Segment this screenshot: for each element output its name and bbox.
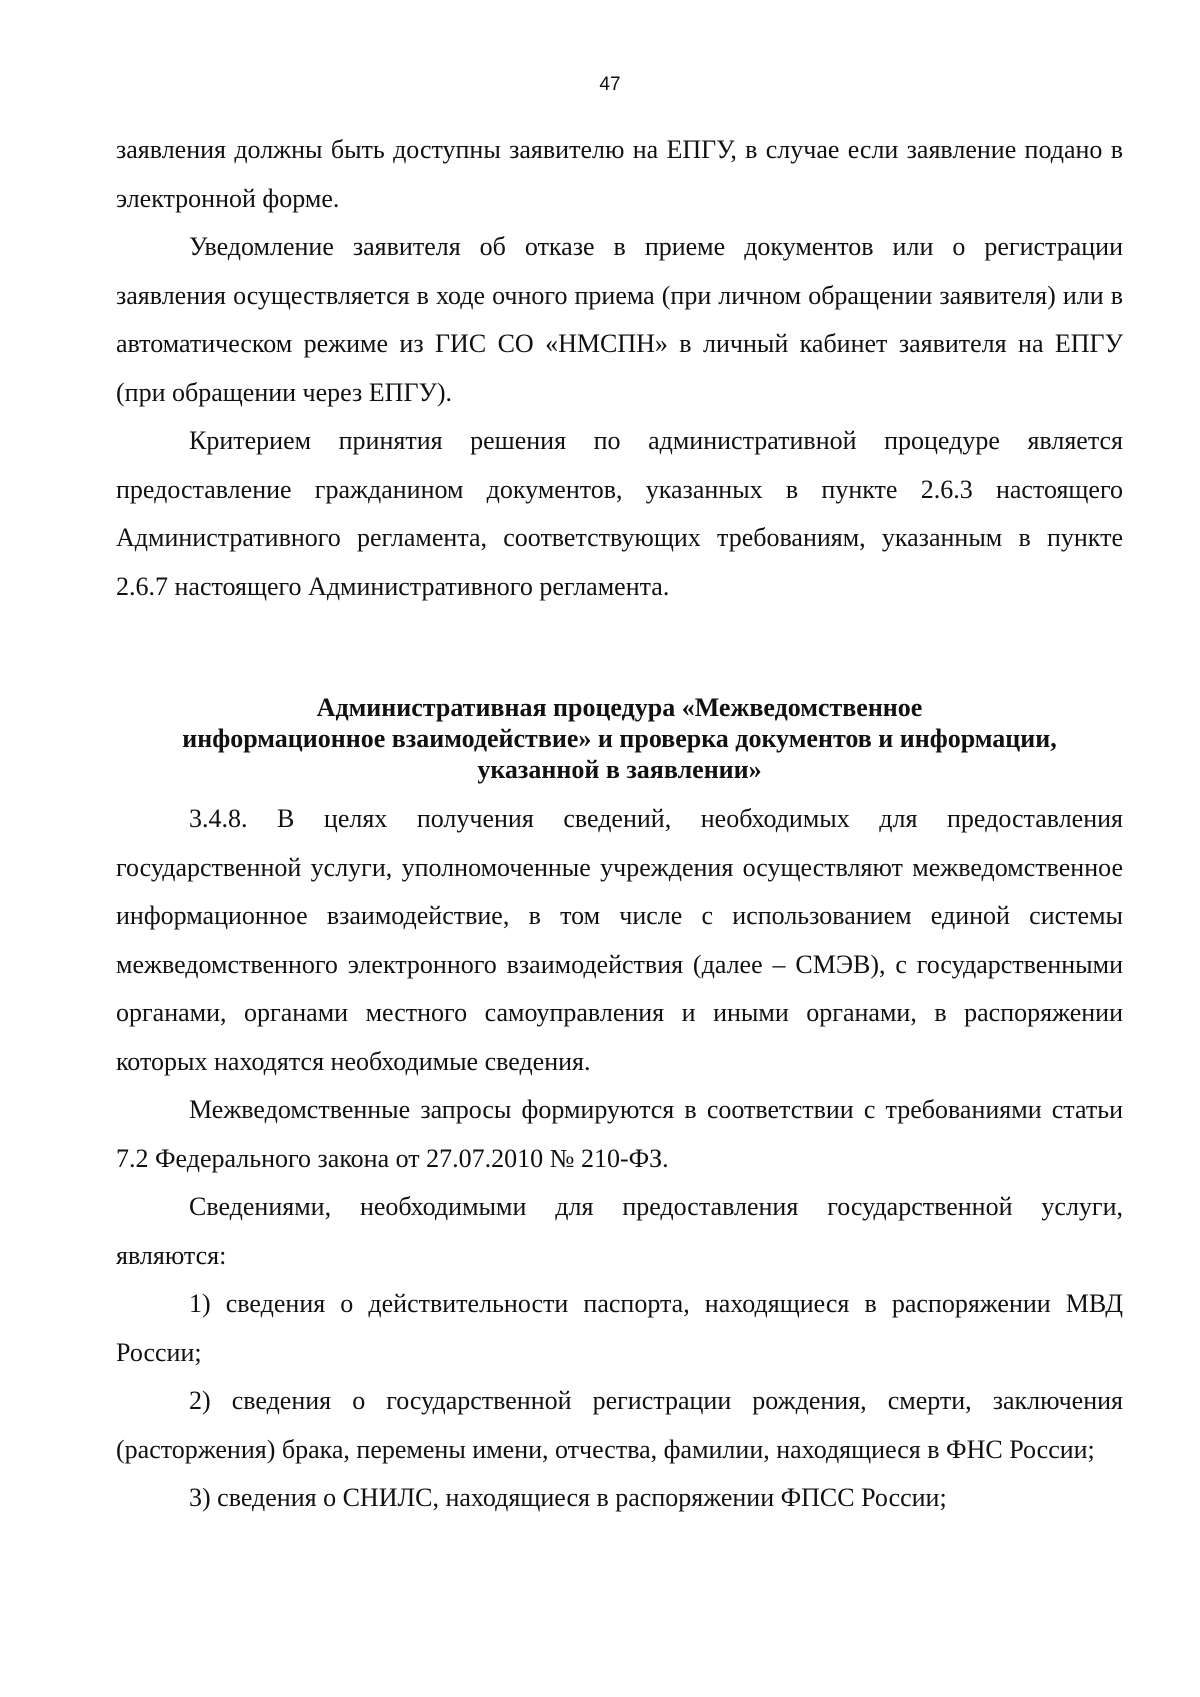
list-item-1: 1) сведения о действительности паспорта, находящиеся в распоряжении МВД России; (116, 1289, 1123, 1367)
paragraph-information-list-intro: Сведениями, необходимыми для предоставления государственной услуги, являются: (116, 1192, 1123, 1270)
paragraph-requests: Межведомственные запросы формируются в соответствии с требованиями статьи 7.2 Федерального закона от 27.07.2010 № 210-ФЗ. (116, 1095, 1123, 1173)
document-body (116, 126, 1123, 1523)
paragraph-notification: Уведомление заявителя об отказе в приеме документов или о регистрации заявления осуществляется в ходе очного приема (при личном обращении заявителя) или в автоматическом режиме из ГИС СО «НМСПН» в личный кабинет заявителя на ЕПГУ (при обращении через ЕПГУ). (116, 232, 1123, 407)
list-item-3: 3) сведения о СНИЛС, находящиеся в распоряжении ФПСС России; (189, 1483, 947, 1512)
paragraph-criterion: Критерием принятия решения по административной процедуре является предоставление гражданином документов, указанных в пункте 2.6.3 настоящего Административного регламента, соответствующих требованиям, указанным в пункте 2.6.7 настоящего Административного регламента. (116, 426, 1123, 601)
paragraph-continuation: заявления должны быть доступны заявителю на ЕПГУ, в случае если заявление подано в электронной форме. (116, 135, 1123, 213)
section-heading-line-1: Административная процедура «Межведомственное (316, 693, 923, 722)
heading-spacer (116, 785, 1123, 795)
section-heading (116, 692, 1123, 785)
section-heading-line-3: указанной в заявлении» (477, 755, 762, 784)
list-item-2: 2) сведения о государственной регистрации рождения, смерти, заключения (расторжения) брака, перемены имени, отчества, фамилии, находящиеся в ФНС России; (116, 1386, 1123, 1464)
section-spacer (116, 611, 1123, 692)
page-number: 47 (599, 74, 621, 95)
paragraph-3-4-8: 3.4.8. В целях получения сведений, необходимых для предоставления государственной услуги, уполномоченные учреждения осуществляют межведомственное информационное взаимодействие, в том числе с использованием единой системы межведомственного электронного взаимодействия (далее – СМЭВ), с государственными органами, органами местного самоуправления и иными органами, в распоряжении которых находятся необходимые сведения. (116, 804, 1123, 1076)
section-heading-line-2: информационное взаимодействие» и проверка документов и информации, (182, 724, 1057, 753)
